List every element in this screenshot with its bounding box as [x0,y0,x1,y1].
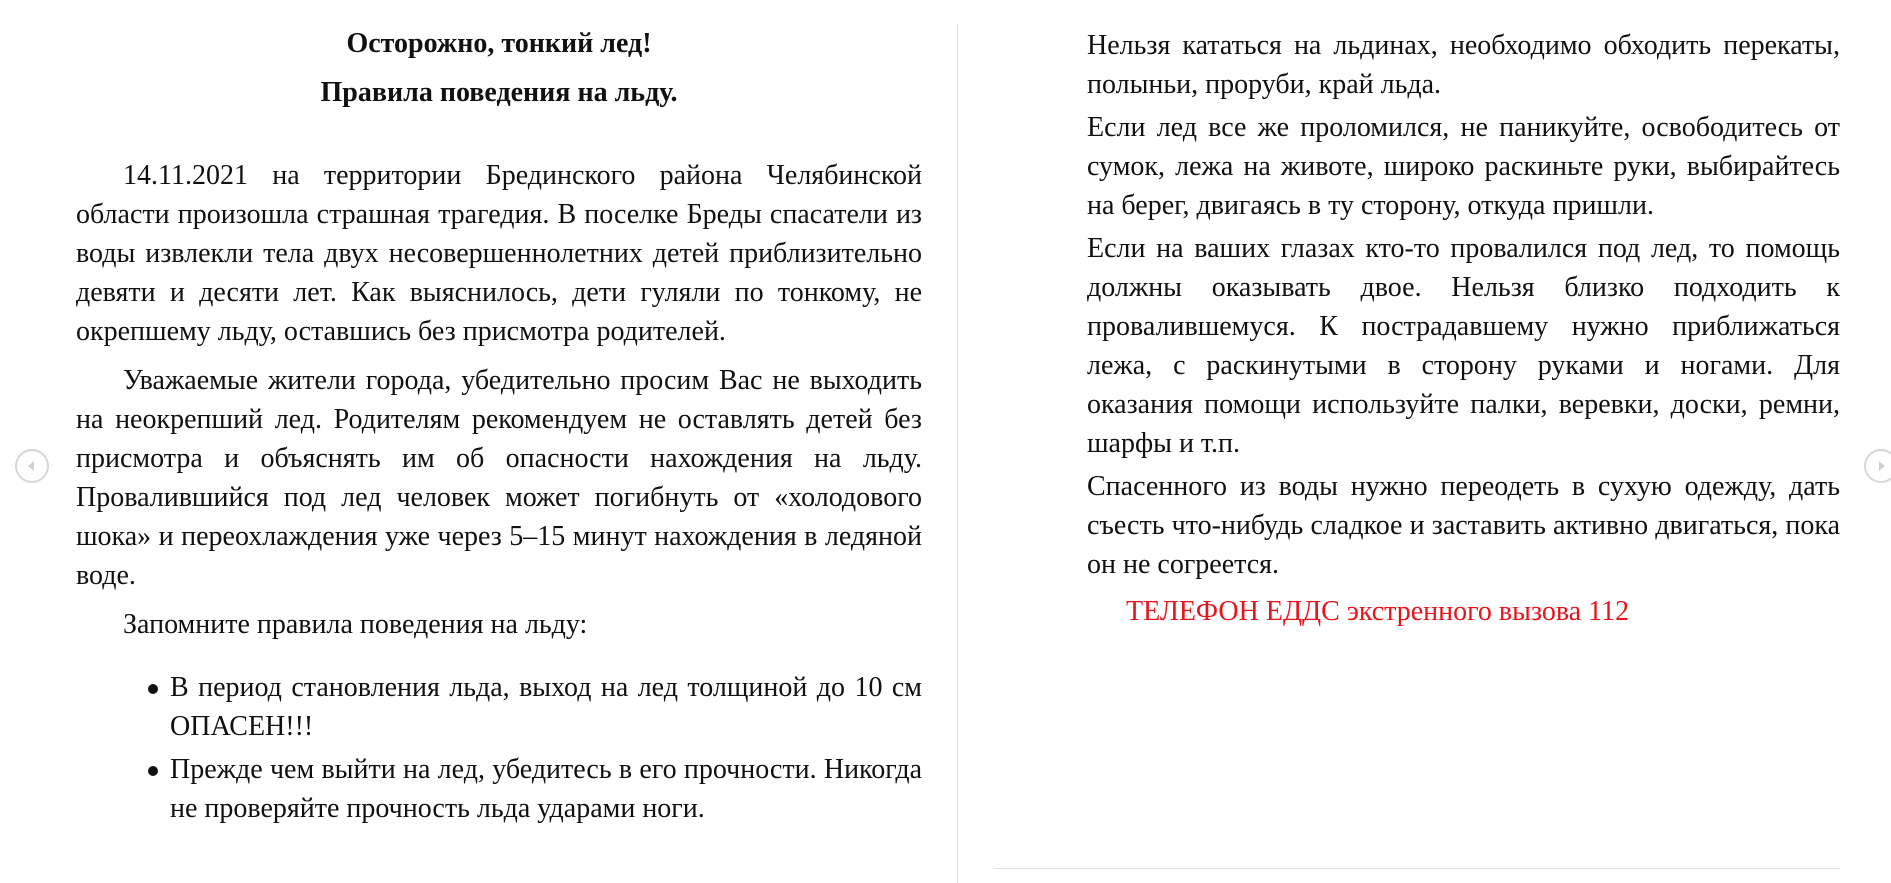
paragraph-rules-intro: Запомните правила поведения на льду: [123,609,588,640]
list-item [1087,26,1840,104]
chevron-right-icon [1866,451,1891,481]
rule-text: Если на ваших глазах кто-то провалился под лед, то помощь должны оказывать двое. Нельзя близко подходить к провалившемуся. К пострадавшему нужно приближаться лежа, с раскинутыми в сторону руками и ногами. Для оказания помощи используйте палки, веревки, доски, ремни, шарфы и т.п. [1087,233,1840,459]
list-item [1087,467,1840,584]
paragraph-incident: 14.11.2021 на территории Брединского района Челябинской области произошла страшная трагедия. В поселке Бреды спасатели из воды извлекли тела двух несовершеннолетних детей приблизительно девяти и десяти лет. Как выяснилось, дети гуляли по тонкому, не окрепшему льду, оставшись без присмотра родителей. [76,160,922,347]
emergency-phone: ТЕЛЕФОН ЕДДС экстренного вызова 112 [1126,596,1630,627]
rules-list-right [1087,26,1840,584]
rule-text: Если лед все же проломился, не паникуйте, освободитесь от сумок, лежа на животе, широко раскиньте руки, выбирайтесь на берег, двигаясь в ту сторону, откуда пришли. [1087,112,1840,221]
page-left [76,0,922,883]
list-item [170,750,922,828]
page-right [1087,0,1840,883]
rule-text: Спасенного из воды нужно переодеть в сухую одежду, дать съесть что-нибудь сладкое и заставить активно двигаться, пока он не согреется. [1087,471,1840,580]
paragraph-appeal: Уважаемые жители города, убедительно просим Вас не выходить на неокрепший лед. Родителям рекомендуем не оставлять детей без присмотра и объяснять им об опасности нахождения на льду. Провалившийся под лед человек может погибнуть от «холодового шока» и переохлаждения уже через 5–15 минут нахождения в ледяной воде. [76,365,922,591]
previous-page-button[interactable] [15,449,49,483]
bullet-icon [148,684,158,694]
list-item [1087,229,1840,463]
document-title: Осторожно, тонкий лед! [346,28,652,59]
rule-text: Нельзя кататься на льдинах, необходимо обходить перекаты, полыньи, проруби, край льда. [1087,30,1840,100]
document-subtitle: Правила поведения на льду. [320,77,678,108]
chevron-left-icon [17,451,47,481]
rule-text: В период становления льда, выход на лед толщиной до 10 см ОПАСЕН!!! [170,672,922,742]
bullet-icon [148,766,158,776]
rules-list-left [76,668,922,828]
rule-text: Прежде чем выйти на лед, убедитесь в его прочности. Никогда не проверяйте прочность льда ударами ноги. [170,754,922,824]
list-item [1087,108,1840,225]
page-divider [957,24,958,883]
next-page-button[interactable] [1864,449,1891,483]
list-item [170,668,922,746]
